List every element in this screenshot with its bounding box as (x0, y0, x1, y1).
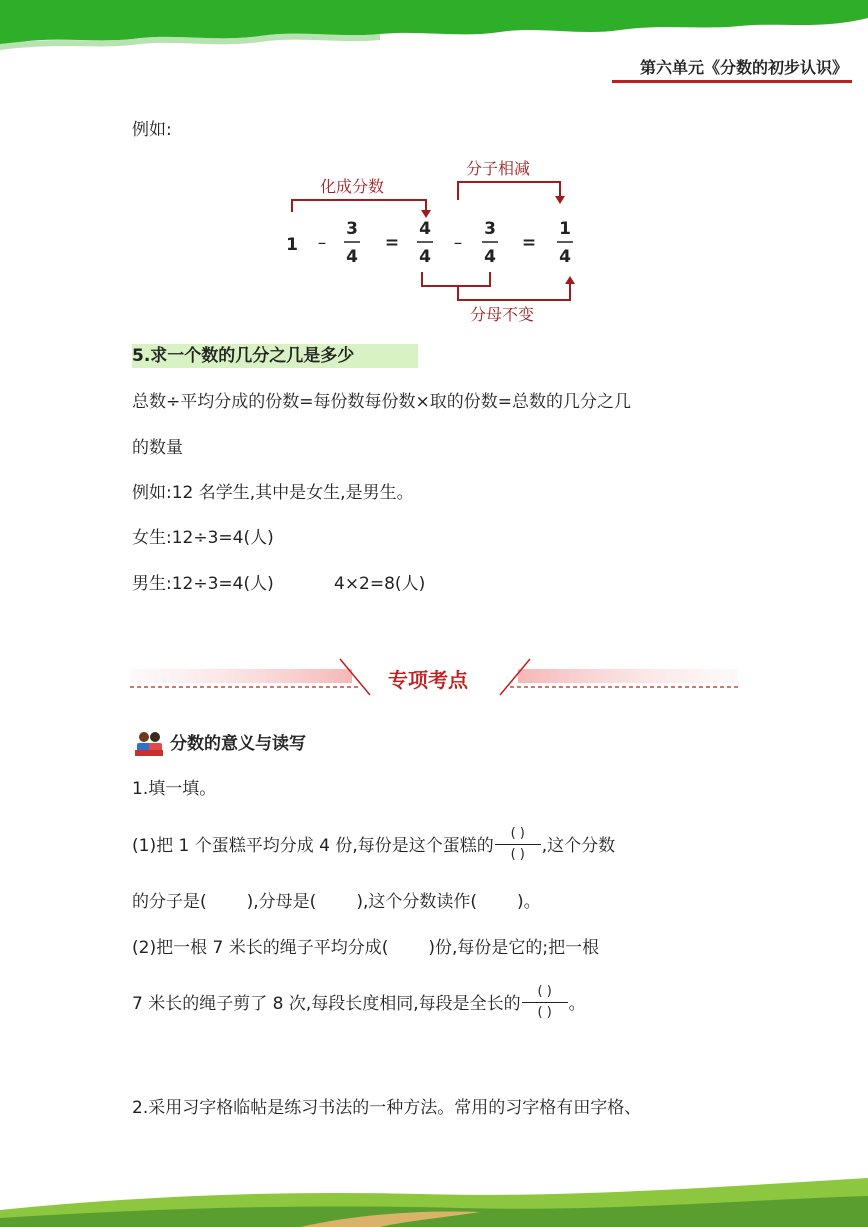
q1-part2-line2 (132, 982, 586, 1026)
answer-numerator-blank[interactable]: ( ) (510, 826, 525, 841)
unit-title: 第六单元《分数的初步认识》 (639, 58, 848, 77)
eq-frac1-den: 4 (346, 247, 358, 267)
top-green-wave (0, 0, 868, 60)
q1-part1-line2 (132, 890, 541, 914)
answer-denominator-blank[interactable]: ( ) (537, 1005, 552, 1020)
q1-part2-line1 (132, 936, 599, 960)
formula-line-2: 的数量 (132, 438, 183, 458)
label-denominator-unchanged: 分母不变 (470, 305, 535, 324)
eq-frac1-num: 3 (346, 219, 358, 239)
arrow-down-icon (555, 196, 565, 204)
example-line: 例如:12 名学生,其中是女生,是男生。 (132, 483, 414, 503)
example-label: 例如: (132, 120, 172, 140)
section-5-heading: 5.求一个数的几分之几是多少 (132, 344, 418, 368)
reading-children-icon (133, 730, 165, 758)
q1-end: )。 (516, 892, 541, 912)
q1-part2-text-tail: )份,每份是它的;把一根 (428, 938, 600, 958)
q1-numerator-prompt: 的分子是( (132, 892, 207, 912)
q1-title: 1.填一填。 (132, 779, 217, 799)
answer-fraction-blank[interactable] (522, 983, 568, 1025)
girls-line: 女生:12÷3=4(人) (132, 528, 274, 548)
q1-part1-line1 (132, 824, 615, 868)
eq-frac3-num: 3 (484, 219, 496, 239)
bottom-grass-deco (0, 1160, 868, 1227)
eq-equals: = (521, 233, 537, 253)
q1-part2-end: 。 (568, 994, 586, 1014)
topic-title: 分数的意义与读写 (170, 734, 306, 754)
q1-part2-text: (2)把一根 7 米长的绳子平均分成( (132, 938, 389, 958)
banner-title: 专项考点 (388, 668, 468, 692)
q1-read-prompt: ),这个分数读作( (356, 892, 477, 912)
answer-fraction-blank[interactable] (495, 825, 541, 867)
eq-minus: – (453, 233, 463, 253)
q1-part1-text-tail: ,这个分数 (541, 836, 616, 856)
answer-denominator-blank[interactable]: ( ) (510, 847, 525, 862)
boys-line-calc: 4×2=8(人) (334, 574, 426, 594)
eq-one: 1 (286, 235, 298, 255)
label-subtract-numerators: 分子相减 (466, 159, 531, 178)
label-convert: 化成分数 (320, 177, 385, 196)
eq-equals: = (384, 233, 400, 253)
formula-line-1: 总数÷平均分成的份数=每份数每份数×取的份数=总数的几分之几 (132, 392, 631, 412)
q1-denominator-prompt: ),分母是( (246, 892, 317, 912)
q1-part1-text: (1)把 1 个蛋糕平均分成 4 份,每份是这个蛋糕的 (132, 836, 494, 856)
arrow-down-icon (421, 210, 431, 218)
eq-frac2-den: 4 (419, 247, 431, 267)
fraction-subtraction-diagram (270, 150, 590, 330)
eq-frac4-den: 4 (559, 247, 571, 267)
eq-frac3-den: 4 (484, 247, 496, 267)
eq-minus: – (317, 233, 327, 253)
answer-numerator-blank[interactable]: ( ) (537, 984, 552, 999)
boys-line: 男生:12÷3=4(人) (132, 574, 274, 594)
q2-text: 2.采用习字格临帖是练习书法的一种方法。常用的习字格有田字格、 (132, 1098, 642, 1118)
q1-part2-line2-text: 7 米长的绳子剪了 8 次,每段长度相同,每段是全长的 (132, 994, 521, 1014)
arrow-up-icon (565, 276, 575, 284)
eq-frac2-num: 4 (419, 219, 431, 239)
unit-title-underline (612, 80, 852, 83)
eq-frac4-num: 1 (559, 219, 571, 239)
